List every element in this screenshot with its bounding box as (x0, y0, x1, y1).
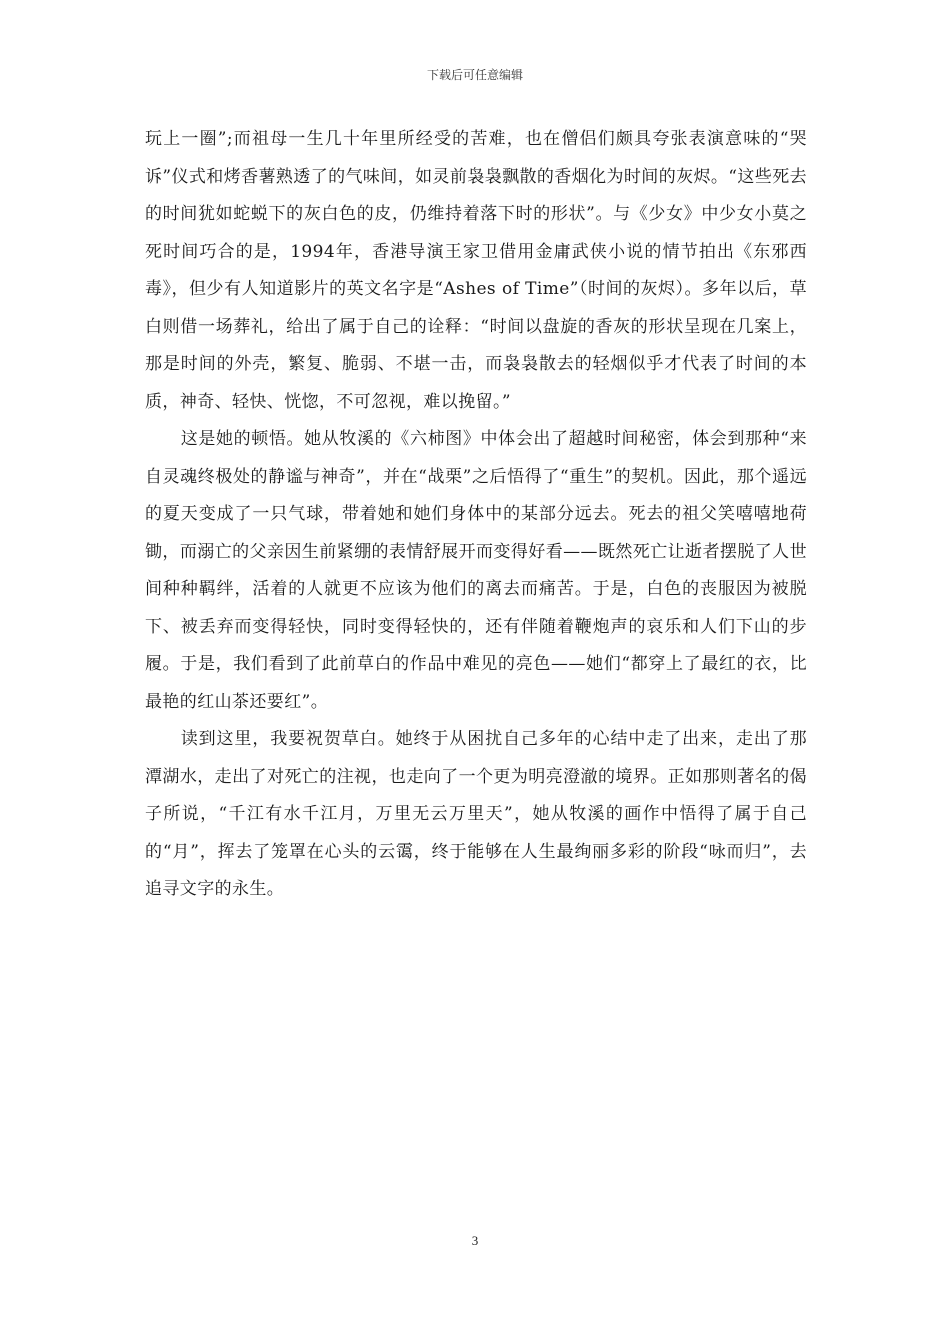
paragraph-epiphany: 这是她的顿悟。她从牧溪的《六柿图》中体会出了超越时间秘密，体会到那种“来自灵魂终极处的静谧与神奇”，并在“战栗”之后悟得了“重生”的契机。因此，那个遥远的夏天变成了一只气球，带着她和她们身体中的某部分远去。死去的祖父笑嘻嘻地荷锄，而溺亡的父亲因生前紧绷的表情舒展开而变得好看——既然死亡让逝者摆脱了人世间种种羁绊，活着的人就更不应该为他们的离去而痛苦。于是，白色的丧服因为被脱下、被丢弃而变得轻快，同时变得轻快的，还有伴随着鞭炮声的哀乐和人们下山的步履。于是，我们看到了此前草白的作品中难见的亮色——她们“都穿上了最红的衣，比最艳的红山茶还要红”。 (145, 429, 807, 712)
document-body (145, 121, 807, 909)
page-number: 3 (471, 1233, 479, 1248)
paragraph-conclusion: 读到这里，我要祝贺草白。她终于从困扰自己多年的心结中走了出来，走出了那潭湖水，走出了对死亡的注视，也走向了一个更为明亮澄澈的境界。正如那则著名的偈子所说，“千江有水千江月，万里无云万里天”，她从牧溪的画作中悟得了属于自己的“月”，挥去了笼罩在心头的云霭，终于能够在人生最绚丽多彩的阶段“咏而归”，去追寻文字的永生。 (145, 729, 807, 899)
page-header: 下载后可任意编辑 (426, 68, 523, 82)
paragraph-continuation: 玩上一圈”;而祖母一生几十年里所经受的苦难，也在僧侣们颇具夸张表演意味的“哭诉”仪式和烤香薯熟透了的气味间，如灵前袅袅飘散的香烟化为时间的灰烬。“这些死去的时间犹如蛇蜕下的灰白色的皮，仍维持着落下时的形状”。与《少女》中少女小莫之死时间巧合的是，1994年，香港导演王家卫借用金庸武侠小说的情节拍出《东邪西毒》，但少有人知道影片的英文名字是“Ashes of Time”（时间的灰烬）。多年以后，草白则借一场葬礼，给出了属于自己的诠释：“时间以盘旋的香灰的形状呈现在几案上，那是时间的外壳，繁复、脆弱、不堪一击，而袅袅散去的轻烟似乎才代表了时间的本质，神奇、轻快、恍惚，不可忽视，难以挽留。” (145, 129, 807, 412)
